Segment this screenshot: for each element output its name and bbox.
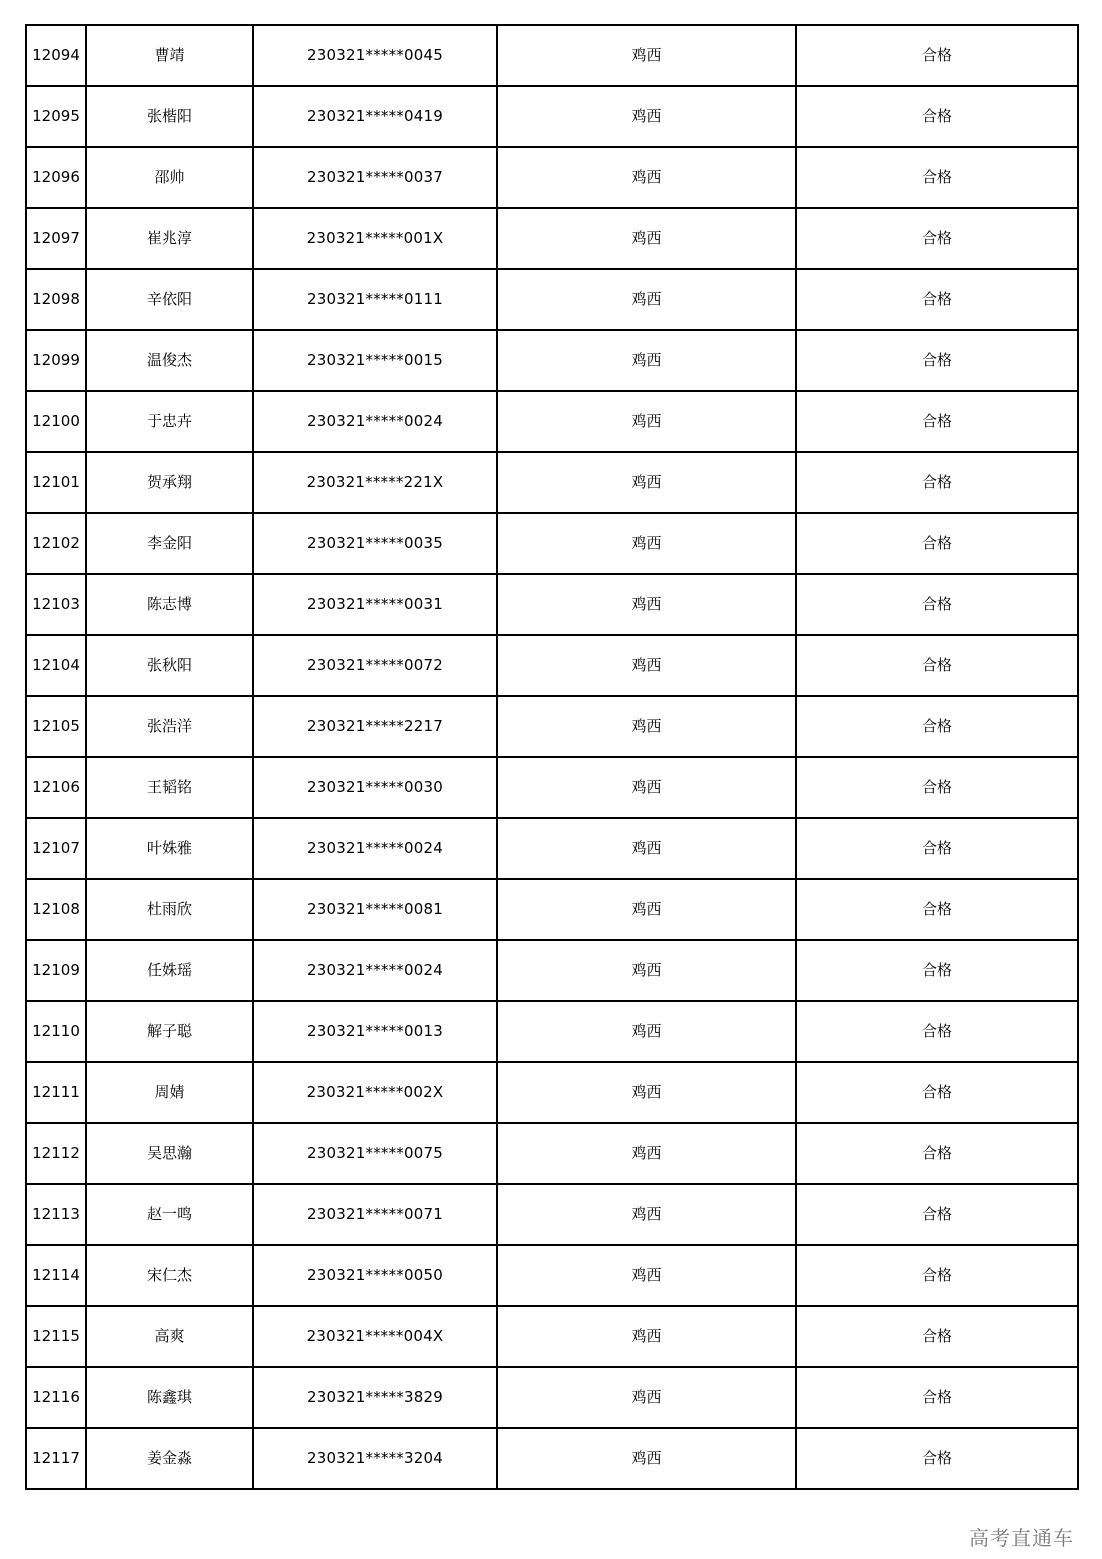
result-cell: 合格 xyxy=(796,635,1078,696)
region-cell: 鸡西 xyxy=(497,1428,796,1489)
serial-number-cell: 12097 xyxy=(26,208,86,269)
region-cell: 鸡西 xyxy=(497,1062,796,1123)
region-cell: 鸡西 xyxy=(497,1184,796,1245)
result-cell: 合格 xyxy=(796,86,1078,147)
serial-number-cell: 12105 xyxy=(26,696,86,757)
result-cell: 合格 xyxy=(796,574,1078,635)
table-row xyxy=(26,696,1078,757)
result-cell: 合格 xyxy=(796,330,1078,391)
region-cell: 鸡西 xyxy=(497,269,796,330)
id-number-cell: 230321*****0419 xyxy=(253,86,497,147)
result-cell: 合格 xyxy=(796,1245,1078,1306)
region-cell: 鸡西 xyxy=(497,86,796,147)
serial-number-cell: 12113 xyxy=(26,1184,86,1245)
serial-number-cell: 12117 xyxy=(26,1428,86,1489)
roster-table xyxy=(25,24,1079,1490)
serial-number-cell: 12101 xyxy=(26,452,86,513)
id-number-cell: 230321*****0081 xyxy=(253,879,497,940)
result-cell: 合格 xyxy=(796,1184,1078,1245)
table-row xyxy=(26,147,1078,208)
name-cell: 于忠卉 xyxy=(86,391,253,452)
name-cell: 贺承翔 xyxy=(86,452,253,513)
id-number-cell: 230321*****0111 xyxy=(253,269,497,330)
name-cell: 高爽 xyxy=(86,1306,253,1367)
id-number-cell: 230321*****0072 xyxy=(253,635,497,696)
table-row xyxy=(26,1245,1078,1306)
result-cell: 合格 xyxy=(796,879,1078,940)
name-cell: 张浩洋 xyxy=(86,696,253,757)
serial-number-cell: 12095 xyxy=(26,86,86,147)
id-number-cell: 230321*****0050 xyxy=(253,1245,497,1306)
serial-number-cell: 12114 xyxy=(26,1245,86,1306)
serial-number-cell: 12100 xyxy=(26,391,86,452)
id-number-cell: 230321*****0071 xyxy=(253,1184,497,1245)
serial-number-cell: 12109 xyxy=(26,940,86,1001)
region-cell: 鸡西 xyxy=(497,513,796,574)
name-cell: 姜金淼 xyxy=(86,1428,253,1489)
table-row xyxy=(26,391,1078,452)
result-cell: 合格 xyxy=(796,208,1078,269)
region-cell: 鸡西 xyxy=(497,25,796,86)
region-cell: 鸡西 xyxy=(497,452,796,513)
name-cell: 叶姝雅 xyxy=(86,818,253,879)
table-row xyxy=(26,86,1078,147)
table-row xyxy=(26,208,1078,269)
table-row xyxy=(26,940,1078,1001)
table-row xyxy=(26,452,1078,513)
serial-number-cell: 12107 xyxy=(26,818,86,879)
result-cell: 合格 xyxy=(796,1306,1078,1367)
table-row xyxy=(26,574,1078,635)
name-cell: 张秋阳 xyxy=(86,635,253,696)
name-cell: 陈鑫琪 xyxy=(86,1367,253,1428)
name-cell: 崔兆淳 xyxy=(86,208,253,269)
id-number-cell: 230321*****004X xyxy=(253,1306,497,1367)
serial-number-cell: 12115 xyxy=(26,1306,86,1367)
region-cell: 鸡西 xyxy=(497,635,796,696)
result-cell: 合格 xyxy=(796,1428,1078,1489)
serial-number-cell: 12111 xyxy=(26,1062,86,1123)
id-number-cell: 230321*****0031 xyxy=(253,574,497,635)
name-cell: 李金阳 xyxy=(86,513,253,574)
result-cell: 合格 xyxy=(796,391,1078,452)
table-row xyxy=(26,1428,1078,1489)
region-cell: 鸡西 xyxy=(497,940,796,1001)
serial-number-cell: 12096 xyxy=(26,147,86,208)
table-row xyxy=(26,879,1078,940)
name-cell: 陈志博 xyxy=(86,574,253,635)
region-cell: 鸡西 xyxy=(497,1001,796,1062)
region-cell: 鸡西 xyxy=(497,330,796,391)
id-number-cell: 230321*****3829 xyxy=(253,1367,497,1428)
region-cell: 鸡西 xyxy=(497,696,796,757)
id-number-cell: 230321*****0035 xyxy=(253,513,497,574)
name-cell: 周婧 xyxy=(86,1062,253,1123)
result-cell: 合格 xyxy=(796,696,1078,757)
name-cell: 温俊杰 xyxy=(86,330,253,391)
table-row xyxy=(26,1184,1078,1245)
result-cell: 合格 xyxy=(796,1062,1078,1123)
table-row xyxy=(26,757,1078,818)
serial-number-cell: 12110 xyxy=(26,1001,86,1062)
result-cell: 合格 xyxy=(796,940,1078,1001)
name-cell: 解子聪 xyxy=(86,1001,253,1062)
watermark: 高考直通车 xyxy=(969,1526,1074,1550)
id-number-cell: 230321*****0013 xyxy=(253,1001,497,1062)
id-number-cell: 230321*****0015 xyxy=(253,330,497,391)
name-cell: 赵一鸣 xyxy=(86,1184,253,1245)
region-cell: 鸡西 xyxy=(497,1245,796,1306)
result-cell: 合格 xyxy=(796,1367,1078,1428)
serial-number-cell: 12099 xyxy=(26,330,86,391)
table-row xyxy=(26,1062,1078,1123)
table-row xyxy=(26,1001,1078,1062)
table-row xyxy=(26,513,1078,574)
id-number-cell: 230321*****001X xyxy=(253,208,497,269)
region-cell: 鸡西 xyxy=(497,1367,796,1428)
region-cell: 鸡西 xyxy=(497,1306,796,1367)
region-cell: 鸡西 xyxy=(497,1123,796,1184)
id-number-cell: 230321*****0024 xyxy=(253,940,497,1001)
name-cell: 宋仁杰 xyxy=(86,1245,253,1306)
serial-number-cell: 12102 xyxy=(26,513,86,574)
name-cell: 任姝瑶 xyxy=(86,940,253,1001)
serial-number-cell: 12094 xyxy=(26,25,86,86)
id-number-cell: 230321*****0024 xyxy=(253,391,497,452)
table-row xyxy=(26,818,1078,879)
table-row xyxy=(26,1367,1078,1428)
name-cell: 王韬铭 xyxy=(86,757,253,818)
region-cell: 鸡西 xyxy=(497,818,796,879)
name-cell: 邵帅 xyxy=(86,147,253,208)
serial-number-cell: 12112 xyxy=(26,1123,86,1184)
result-cell: 合格 xyxy=(796,25,1078,86)
region-cell: 鸡西 xyxy=(497,147,796,208)
id-number-cell: 230321*****0075 xyxy=(253,1123,497,1184)
region-cell: 鸡西 xyxy=(497,391,796,452)
region-cell: 鸡西 xyxy=(497,574,796,635)
region-cell: 鸡西 xyxy=(497,208,796,269)
id-number-cell: 230321*****2217 xyxy=(253,696,497,757)
table-row xyxy=(26,330,1078,391)
result-cell: 合格 xyxy=(796,147,1078,208)
serial-number-cell: 12104 xyxy=(26,635,86,696)
result-cell: 合格 xyxy=(796,1001,1078,1062)
id-number-cell: 230321*****221X xyxy=(253,452,497,513)
result-cell: 合格 xyxy=(796,1123,1078,1184)
result-cell: 合格 xyxy=(796,757,1078,818)
result-cell: 合格 xyxy=(796,269,1078,330)
serial-number-cell: 12098 xyxy=(26,269,86,330)
id-number-cell: 230321*****3204 xyxy=(253,1428,497,1489)
region-cell: 鸡西 xyxy=(497,879,796,940)
result-cell: 合格 xyxy=(796,513,1078,574)
name-cell: 张楷阳 xyxy=(86,86,253,147)
table-row xyxy=(26,269,1078,330)
serial-number-cell: 12108 xyxy=(26,879,86,940)
id-number-cell: 230321*****002X xyxy=(253,1062,497,1123)
result-cell: 合格 xyxy=(796,452,1078,513)
serial-number-cell: 12116 xyxy=(26,1367,86,1428)
id-number-cell: 230321*****0045 xyxy=(253,25,497,86)
id-number-cell: 230321*****0030 xyxy=(253,757,497,818)
serial-number-cell: 12103 xyxy=(26,574,86,635)
id-number-cell: 230321*****0037 xyxy=(253,147,497,208)
serial-number-cell: 12106 xyxy=(26,757,86,818)
table-row xyxy=(26,1123,1078,1184)
result-cell: 合格 xyxy=(796,818,1078,879)
roster-body xyxy=(26,25,1078,1489)
name-cell: 吴思瀚 xyxy=(86,1123,253,1184)
table-row xyxy=(26,25,1078,86)
table-row xyxy=(26,635,1078,696)
name-cell: 辛依阳 xyxy=(86,269,253,330)
id-number-cell: 230321*****0024 xyxy=(253,818,497,879)
region-cell: 鸡西 xyxy=(497,757,796,818)
table-row xyxy=(26,1306,1078,1367)
name-cell: 曹靖 xyxy=(86,25,253,86)
name-cell: 杜雨欣 xyxy=(86,879,253,940)
